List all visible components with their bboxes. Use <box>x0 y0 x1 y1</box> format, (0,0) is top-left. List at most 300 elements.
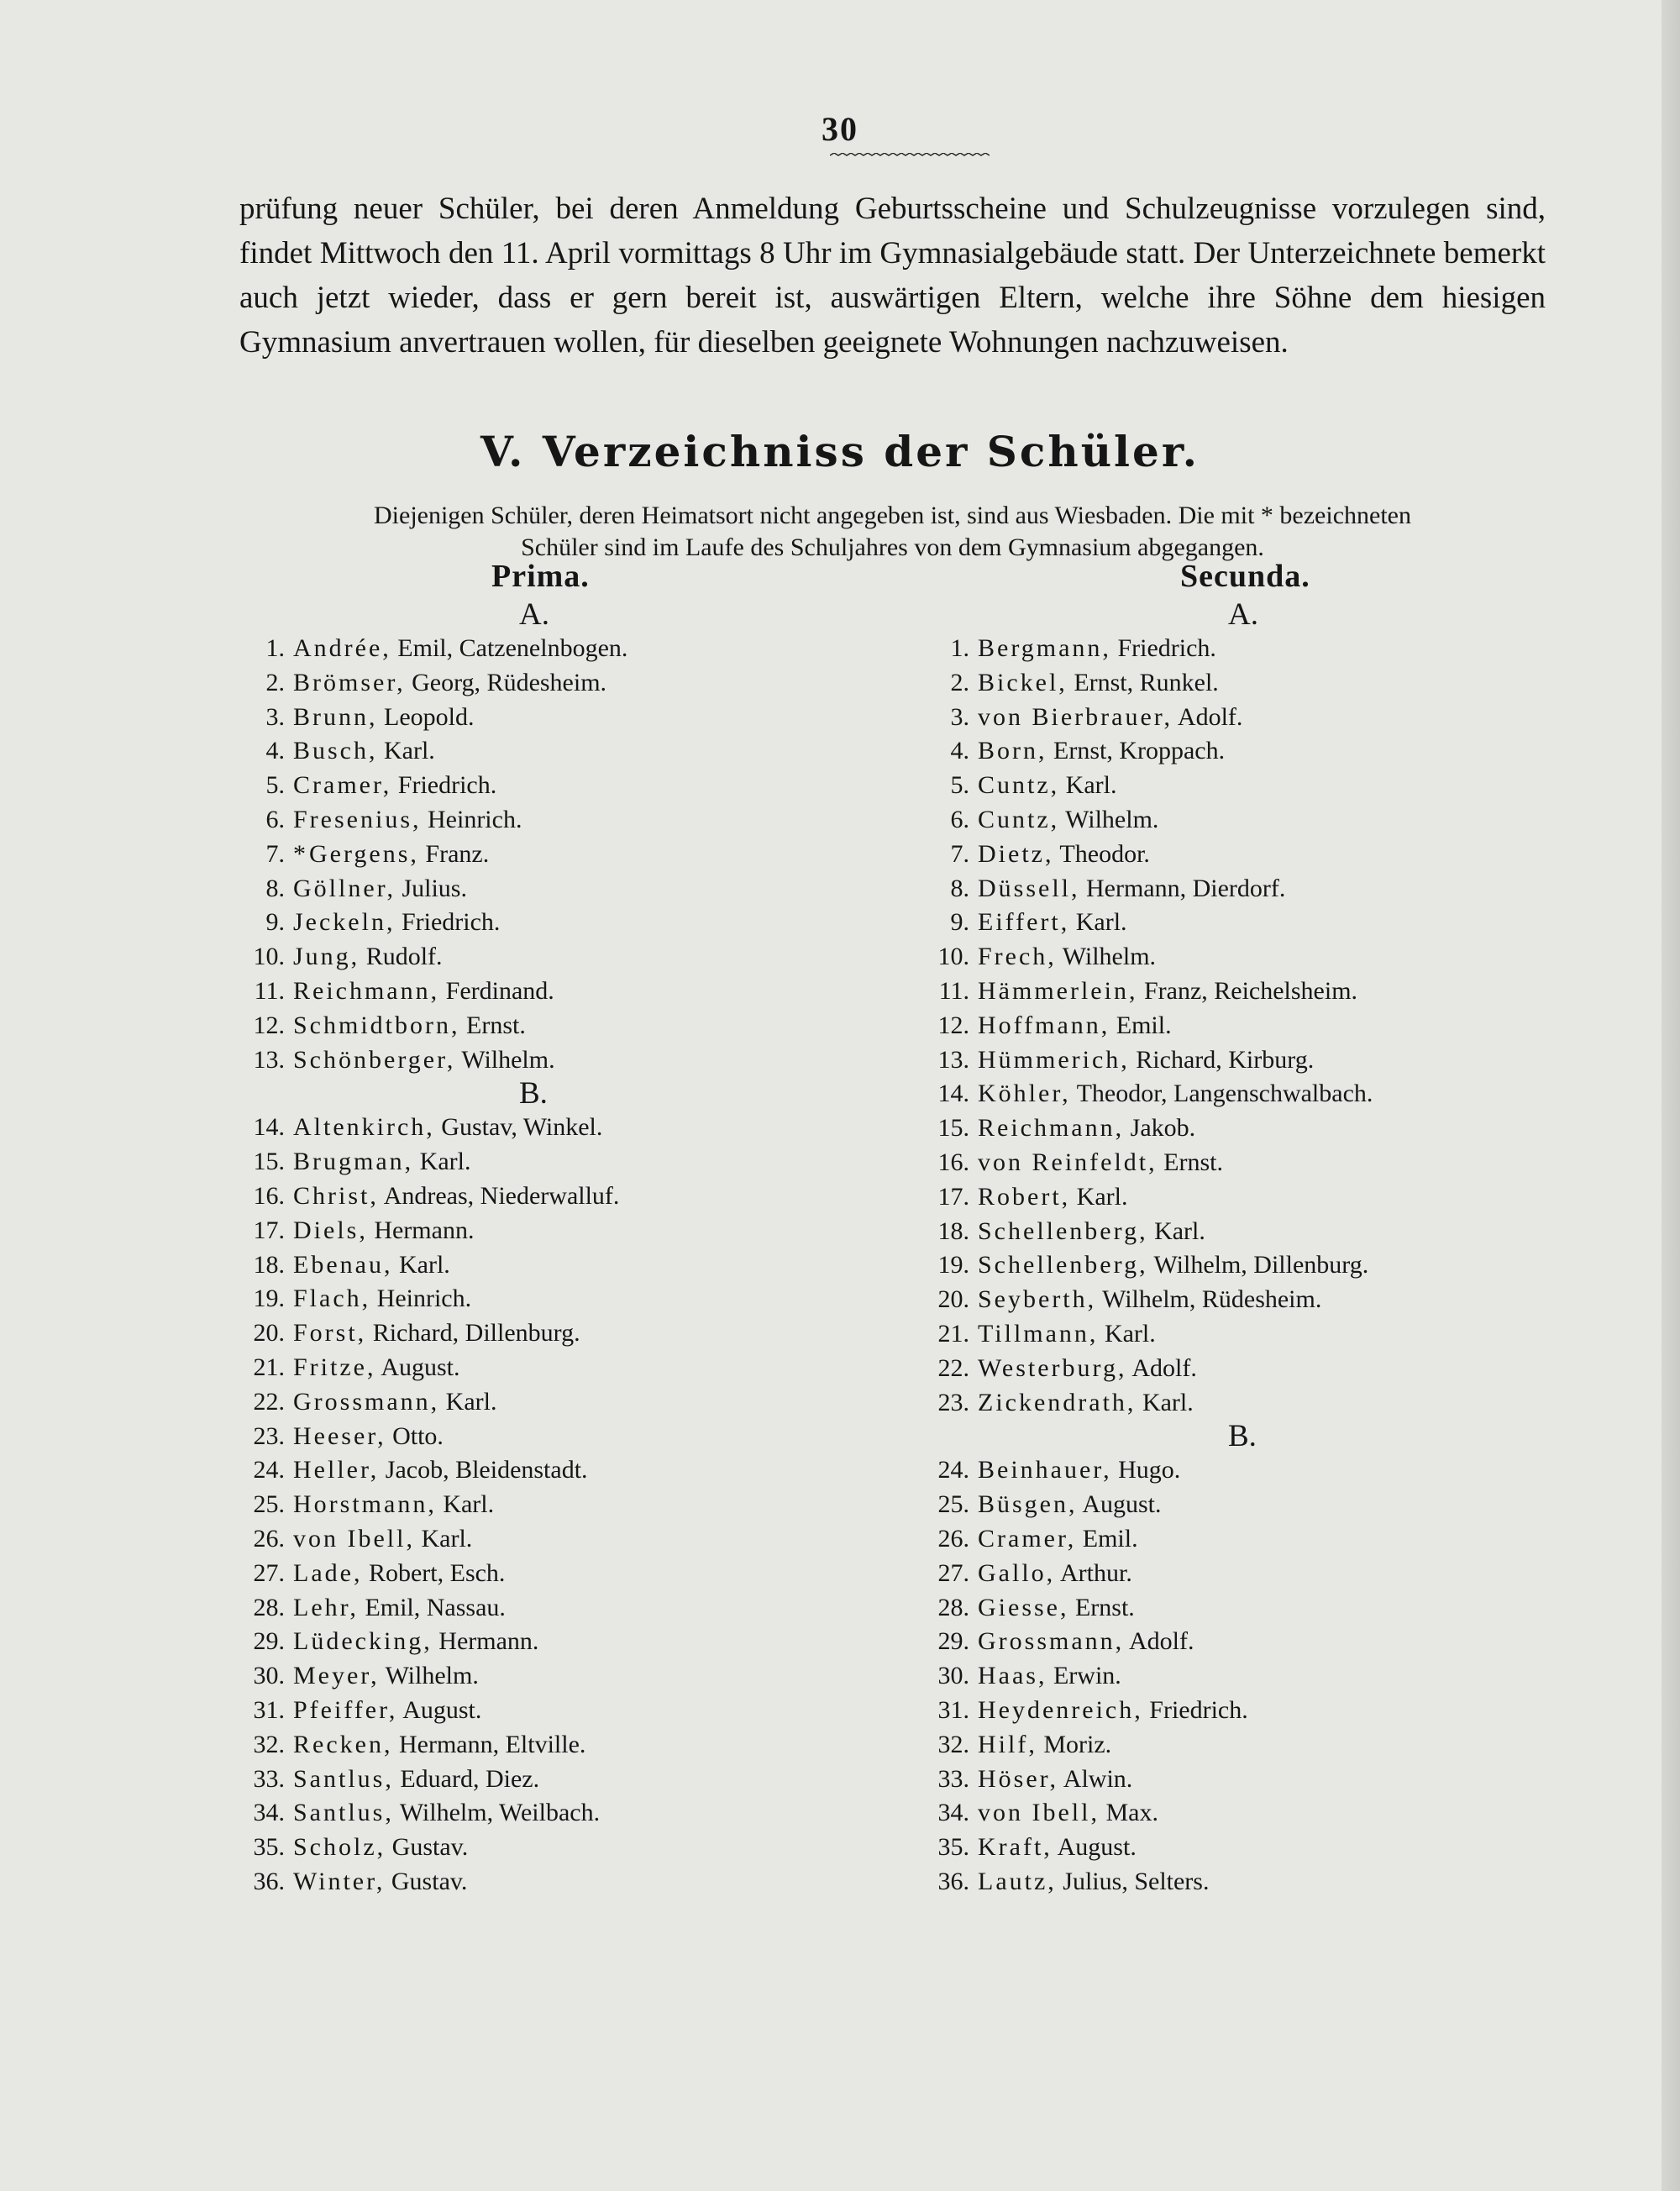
student-entry <box>239 1316 844 1351</box>
student-entry <box>239 1043 844 1078</box>
student-details: Otto. <box>386 1421 444 1450</box>
student-entry <box>239 803 844 838</box>
student-entry <box>239 1453 844 1488</box>
student-surname: Reichmann, <box>978 1114 1125 1143</box>
student-entry <box>924 1625 1562 1659</box>
student-entry <box>924 1317 1562 1352</box>
student-number: 13. <box>937 1045 969 1074</box>
student-details: Wilhelm. <box>1056 943 1157 971</box>
student-number: 10. <box>253 943 285 971</box>
student-number: 31. <box>253 1695 285 1724</box>
student-number: 9. <box>265 908 285 937</box>
student-details: Wilhelm, Rüdesheim. <box>1096 1285 1322 1314</box>
student-details: Wilhelm. <box>1059 805 1159 833</box>
student-number: 21. <box>253 1353 285 1381</box>
student-list <box>924 632 1562 1420</box>
student-details: Adolf. <box>1126 1353 1197 1382</box>
student-entry <box>239 769 844 803</box>
student-entry <box>924 1111 1562 1146</box>
student-entry <box>924 1659 1562 1694</box>
student-surname: Busch, <box>293 737 378 765</box>
student-surname: Hoffmann, <box>978 1011 1110 1039</box>
student-details: Erwin. <box>1047 1662 1121 1690</box>
student-details: Gustav. <box>385 1867 468 1895</box>
student-number: 25. <box>937 1490 969 1519</box>
student-entry <box>239 1248 844 1283</box>
student-entry <box>239 666 844 701</box>
student-surname: Düssell, <box>978 874 1080 902</box>
student-list <box>239 1111 844 1899</box>
student-surname: Flach, <box>293 1285 371 1313</box>
student-number: 20. <box>253 1319 285 1348</box>
student-details: Karl. <box>413 1148 471 1176</box>
student-number: 25. <box>253 1490 285 1519</box>
student-surname: Göllner, <box>293 874 396 902</box>
student-number: 28. <box>937 1593 969 1621</box>
student-number: 3. <box>265 702 285 731</box>
student-surname: Beinhauer, <box>978 1456 1112 1484</box>
student-surname: Cuntz, <box>978 771 1060 800</box>
student-details: Karl. <box>1069 908 1127 937</box>
student-details: Karl. <box>1098 1319 1156 1348</box>
student-number: 11. <box>938 976 969 1005</box>
student-entry <box>239 906 844 940</box>
student-surname: Meyer, <box>293 1662 380 1690</box>
student-number: 29. <box>937 1627 969 1656</box>
student-number: 23. <box>937 1388 969 1416</box>
student-surname: Horstmann, <box>293 1490 437 1519</box>
student-number: 9. <box>950 908 969 937</box>
student-entry <box>239 838 844 872</box>
student-surname: Westerburg, <box>978 1353 1127 1382</box>
student-number: 17. <box>253 1216 285 1244</box>
student-details: Karl. <box>1147 1216 1205 1245</box>
student-surname: Eiffert, <box>978 908 1070 937</box>
student-number: 16. <box>937 1148 969 1176</box>
student-entry <box>239 1557 844 1591</box>
student-number: 20. <box>937 1285 969 1314</box>
student-surname: Winter, <box>293 1867 386 1895</box>
student-list <box>239 632 844 1077</box>
notice-line: Diejenigen Schüler, deren Heimatsort nicht angegeben ist, sind aus Wiesbaden. Die mit * bezeichneten <box>374 502 1411 529</box>
student-surname: Hämmerlein, <box>978 976 1138 1005</box>
student-details: August. <box>375 1353 460 1381</box>
student-details: Hermann, Eltville. <box>392 1730 586 1758</box>
student-surname: Bickel, <box>978 668 1068 696</box>
student-details: Karl. <box>1136 1388 1194 1416</box>
student-entry <box>239 1488 844 1522</box>
student-number: 27. <box>253 1558 285 1587</box>
student-entry <box>924 1043 1562 1078</box>
student-details: Moriz. <box>1037 1730 1112 1758</box>
student-details: Julius, Selters. <box>1056 1867 1210 1895</box>
student-surname: Lade, <box>293 1558 363 1587</box>
student-number: 8. <box>950 874 969 902</box>
student-details: August. <box>1052 1833 1137 1862</box>
student-number: 19. <box>253 1285 285 1313</box>
student-surname: Schönberger, <box>293 1045 456 1074</box>
student-details: Heinrich. <box>421 805 522 833</box>
student-entry <box>239 1796 844 1831</box>
student-details: Robert, Esch. <box>362 1558 506 1587</box>
ornamental-rule <box>830 153 990 158</box>
student-number: 22. <box>253 1387 285 1416</box>
student-surname: Zickendrath, <box>978 1388 1137 1416</box>
student-number: 31. <box>937 1695 969 1724</box>
student-surname: Heydenreich, <box>978 1695 1143 1724</box>
student-details: Rudolf. <box>360 943 443 971</box>
student-surname: Kraft, <box>978 1833 1053 1862</box>
student-number: 24. <box>253 1456 285 1484</box>
student-surname: Brömser, <box>293 668 406 696</box>
student-surname: Tillmann, <box>978 1319 1099 1348</box>
student-entry <box>924 872 1562 906</box>
student-number: 18. <box>253 1250 285 1279</box>
student-details: Friedrich. <box>1110 634 1216 662</box>
student-details: Wilhelm, Dillenburg. <box>1147 1251 1369 1279</box>
student-number: 5. <box>265 771 285 800</box>
student-number: 36. <box>937 1867 969 1895</box>
student-entry <box>924 1077 1562 1111</box>
student-details: Heinrich. <box>370 1285 472 1313</box>
student-surname: Giesse, <box>978 1593 1069 1621</box>
student-surname: Dietz, <box>978 839 1054 868</box>
student-details: Theodor, Langenschwalbach. <box>1070 1080 1373 1108</box>
student-entry <box>239 632 844 666</box>
group-label: A. <box>1228 597 1258 632</box>
student-entry <box>924 1283 1562 1317</box>
student-surname: Reichmann, <box>293 976 440 1005</box>
student-entry <box>924 1215 1562 1249</box>
notice-line: Schüler sind im Laufe des Schuljahres von dem Gymnasium abgegangen. <box>521 533 1264 561</box>
student-number: 28. <box>253 1593 285 1621</box>
student-details: Ernst. <box>1157 1148 1223 1176</box>
student-details: Hermann. <box>432 1627 539 1656</box>
student-surname: Schellenberg, <box>978 1251 1148 1279</box>
student-details: Gustav, Winkel. <box>434 1113 603 1142</box>
student-number: 14. <box>937 1080 969 1108</box>
student-number: 34. <box>937 1799 969 1827</box>
student-entry <box>239 701 844 735</box>
student-number: 22. <box>937 1353 969 1382</box>
student-details: Hugo. <box>1111 1456 1181 1484</box>
student-details: Ernst, Runkel. <box>1067 668 1219 696</box>
student-number: 14. <box>253 1113 285 1142</box>
student-number: 3. <box>950 702 969 731</box>
student-number: 16. <box>253 1181 285 1210</box>
student-entry <box>924 838 1562 872</box>
student-surname: Pfeiffer, <box>293 1695 398 1724</box>
student-number: 13. <box>253 1045 285 1074</box>
student-number: 15. <box>253 1148 285 1176</box>
student-entry <box>924 1728 1562 1763</box>
student-number: 19. <box>937 1251 969 1279</box>
student-details: Max. <box>1099 1799 1158 1827</box>
student-entry <box>239 1180 844 1214</box>
student-surname: Andrée, <box>293 634 391 662</box>
student-entry <box>239 1214 844 1248</box>
student-number: 35. <box>937 1833 969 1862</box>
secunda-column <box>924 598 1562 1899</box>
student-entry <box>924 1453 1562 1488</box>
student-number: 6. <box>265 805 285 833</box>
student-surname: von Ibell, <box>293 1524 415 1553</box>
student-surname: Brugman, <box>293 1148 414 1176</box>
student-number: 2. <box>265 668 285 696</box>
student-entry <box>239 1420 844 1454</box>
student-details: Emil. <box>1110 1011 1172 1039</box>
student-surname: Schmidtborn, <box>293 1011 460 1039</box>
student-number: 30. <box>253 1662 285 1690</box>
notice <box>239 500 1546 564</box>
student-details: Andreas, Niederwalluf. <box>378 1181 620 1210</box>
student-details: Julius. <box>395 874 467 902</box>
student-details: Hermann, Dierdorf. <box>1079 874 1286 902</box>
student-surname: Büsgen, <box>978 1490 1078 1519</box>
group-label: A. <box>519 597 549 632</box>
student-details: Emil, Nassau. <box>358 1593 506 1621</box>
intro-paragraph: prüfung neuer Schüler, bei deren Anmeldung Geburtsscheine und Schulzeugnisse vorzulegen sind, findet Mittwoch den 11. April vormittags 8 Uhr im Gymnasialgebäude statt. Der Unterzeichnete bemerkt auch jetzt wieder, dass er gern bereit ist, auswärtigen Eltern, welche ihre Söhne dem hiesigen Gymnasium anvertrauen wollen, für dieselben geeignete Wohnungen nachzuweisen. <box>239 192 1546 360</box>
student-surname: Born, <box>978 737 1047 765</box>
student-details: August. <box>1077 1490 1162 1519</box>
student-details: Karl. <box>436 1490 495 1519</box>
student-surname: Robert, <box>978 1182 1071 1211</box>
student-entry <box>924 769 1562 803</box>
student-surname: Fresenius, <box>293 805 422 833</box>
student-details: Karl. <box>1070 1182 1128 1211</box>
student-entry <box>239 975 844 1009</box>
student-number: 26. <box>253 1524 285 1553</box>
student-entry <box>239 1385 844 1420</box>
student-details: Eduard, Diez. <box>393 1764 540 1793</box>
student-surname: Haas, <box>978 1662 1047 1690</box>
student-entry <box>924 940 1562 975</box>
student-number: 33. <box>253 1764 285 1793</box>
student-surname: Gallo, <box>978 1558 1056 1587</box>
student-details: Ferdinand. <box>439 976 554 1005</box>
student-entry <box>924 1352 1562 1386</box>
student-details: Ernst. <box>1068 1593 1135 1621</box>
student-surname: Grossmann, <box>293 1387 440 1416</box>
student-details: Adolf. <box>1124 1627 1194 1656</box>
student-entry <box>239 1831 844 1865</box>
student-surname: Christ, <box>293 1181 379 1210</box>
student-number: 15. <box>937 1114 969 1143</box>
student-details: Friedrich. <box>395 908 501 937</box>
student-surname: Lüdecking, <box>293 1627 433 1656</box>
student-entry <box>239 1625 844 1659</box>
student-surname: Seyberth, <box>978 1285 1097 1314</box>
student-details: Adolf. <box>1173 702 1243 731</box>
student-details: Ernst. <box>459 1011 526 1039</box>
student-number: 4. <box>950 737 969 765</box>
student-entry <box>239 1659 844 1694</box>
student-details: Friedrich. <box>391 771 497 800</box>
student-entry <box>239 872 844 906</box>
student-list <box>924 1453 1562 1899</box>
student-details: Leopold. <box>377 702 475 731</box>
student-entry <box>239 1145 844 1180</box>
student-number: 23. <box>253 1421 285 1450</box>
student-entry <box>239 1009 844 1043</box>
prima-column <box>239 598 844 1899</box>
student-number: 26. <box>937 1524 969 1553</box>
student-details: August. <box>397 1695 482 1724</box>
student-surname: von Reinfeldt, <box>978 1148 1158 1176</box>
student-number: 36. <box>253 1867 285 1895</box>
student-surname: Bergmann, <box>978 634 1111 662</box>
student-entry <box>924 975 1562 1009</box>
student-surname: Höser, <box>978 1764 1058 1793</box>
student-entry <box>924 1488 1562 1522</box>
student-surname: Lehr, <box>293 1593 359 1621</box>
student-number: 21. <box>937 1319 969 1348</box>
student-details: Jakob. <box>1124 1114 1196 1143</box>
secunda-title: Secunda. <box>1180 559 1310 594</box>
student-details: Ernst, Kroppach. <box>1047 737 1226 765</box>
student-number: 17. <box>937 1182 969 1211</box>
student-details: Richard, Dillenburg. <box>366 1319 580 1348</box>
student-surname: Santlus, <box>293 1799 394 1827</box>
student-surname: Brunn, <box>293 702 378 731</box>
student-number: 32. <box>253 1730 285 1758</box>
student-number: 1. <box>265 634 285 662</box>
student-number: 32. <box>937 1730 969 1758</box>
student-surname: Heller, <box>293 1456 380 1484</box>
student-details: Karl. <box>377 737 435 765</box>
student-entry <box>924 803 1562 838</box>
student-entry <box>924 906 1562 940</box>
student-surname: Jeckeln, <box>293 908 396 937</box>
student-number: 18. <box>937 1216 969 1245</box>
student-entry <box>239 1351 844 1385</box>
student-details: Karl. <box>439 1387 497 1416</box>
student-entry <box>924 1248 1562 1283</box>
student-number: 27. <box>937 1558 969 1587</box>
student-entry <box>924 701 1562 735</box>
student-entry <box>239 1763 844 1797</box>
student-entry <box>924 1009 1562 1043</box>
student-surname: von Bierbrauer, <box>978 702 1173 731</box>
scan-edge <box>1662 0 1680 2191</box>
group-label: B. <box>1228 1419 1257 1454</box>
student-entry <box>924 1522 1562 1557</box>
student-details: Alwin. <box>1058 1764 1133 1793</box>
student-entry <box>239 1282 844 1316</box>
student-surname: Santlus, <box>293 1764 394 1793</box>
student-number: 24. <box>937 1456 969 1484</box>
student-number: 7. <box>950 839 969 868</box>
student-surname: Fritze, <box>293 1353 376 1381</box>
student-surname: Lautz, <box>978 1867 1057 1895</box>
prima-title: Prima. <box>491 559 590 594</box>
student-entry <box>924 666 1562 701</box>
student-entry <box>239 1111 844 1145</box>
student-entry <box>239 1522 844 1557</box>
student-surname: Cramer, <box>978 1524 1077 1553</box>
student-number: 12. <box>937 1011 969 1039</box>
student-number: 33. <box>937 1764 969 1793</box>
student-surname: Altenkirch, <box>293 1113 435 1142</box>
student-surname: Köhler, <box>978 1080 1071 1108</box>
student-number: 4. <box>265 737 285 765</box>
student-entry <box>924 1763 1562 1797</box>
student-entry <box>924 1865 1562 1899</box>
student-surname: Schellenberg, <box>978 1216 1148 1245</box>
student-entry <box>924 1831 1562 1865</box>
student-entry <box>239 1694 844 1728</box>
student-surname: Scholz, <box>293 1833 386 1862</box>
student-details: Wilhelm. <box>379 1662 479 1690</box>
student-details: Emil, Catzenelnbogen. <box>391 634 628 662</box>
page-number: 30 <box>822 110 858 148</box>
student-number: 11. <box>254 976 285 1005</box>
student-number: 2. <box>950 668 969 696</box>
student-number: 5. <box>950 771 969 800</box>
student-details: Franz. <box>418 839 490 868</box>
student-surname: Hümmerich, <box>978 1045 1130 1074</box>
student-surname: Forst, <box>293 1319 367 1348</box>
student-number: 8. <box>265 874 285 902</box>
student-details: Wilhelm. <box>455 1045 555 1074</box>
student-details: Theodor. <box>1053 839 1150 868</box>
student-number: 30. <box>937 1662 969 1690</box>
group-label: B. <box>519 1076 548 1111</box>
student-surname: Diels, <box>293 1216 368 1244</box>
student-entry <box>239 1591 844 1626</box>
student-details: Emil. <box>1076 1524 1138 1553</box>
student-surname: von Ibell, <box>978 1799 1100 1827</box>
student-surname: Cuntz, <box>978 805 1060 833</box>
student-details: Karl. <box>392 1250 450 1279</box>
student-entry <box>239 940 844 975</box>
student-surname: Gergens, <box>309 839 419 868</box>
student-details: Gustav. <box>386 1833 469 1862</box>
student-entry <box>239 1728 844 1763</box>
student-surname: Grossmann, <box>978 1627 1125 1656</box>
student-details: Georg, Rüdesheim. <box>405 668 607 696</box>
student-entry <box>924 1557 1562 1591</box>
student-number: 10. <box>937 943 969 971</box>
student-details: Franz, Reichelsheim. <box>1137 976 1358 1005</box>
student-number: 35. <box>253 1833 285 1862</box>
student-number: 34. <box>253 1799 285 1827</box>
student-surname: Cramer, <box>293 771 392 800</box>
student-number: 1. <box>950 634 969 662</box>
student-surname: Frech, <box>978 943 1057 971</box>
student-surname: Hilf, <box>978 1730 1037 1758</box>
student-details: Karl. <box>414 1524 473 1553</box>
student-surname: Jung, <box>293 943 360 971</box>
student-details: Arthur. <box>1055 1558 1132 1587</box>
student-details: Friedrich. <box>1142 1695 1248 1724</box>
student-details: Jacob, Bleidenstadt. <box>379 1456 588 1484</box>
student-entry <box>924 1180 1562 1215</box>
student-number: 7. <box>265 839 285 868</box>
section-heading: V. Verzeichniss der Schüler. <box>480 427 1200 476</box>
departed-marker: * <box>293 839 306 868</box>
student-number: 29. <box>253 1627 285 1656</box>
student-surname: Recken, <box>293 1730 393 1758</box>
student-entry <box>924 1694 1562 1728</box>
student-entry <box>924 1386 1562 1421</box>
student-surname: Ebenau, <box>293 1250 393 1279</box>
student-surname: Heeser, <box>293 1421 386 1450</box>
student-details: Richard, Kirburg. <box>1129 1045 1315 1074</box>
student-entry <box>924 1796 1562 1831</box>
student-number: 12. <box>253 1011 285 1039</box>
student-details: Wilhelm, Weilbach. <box>393 1799 601 1827</box>
